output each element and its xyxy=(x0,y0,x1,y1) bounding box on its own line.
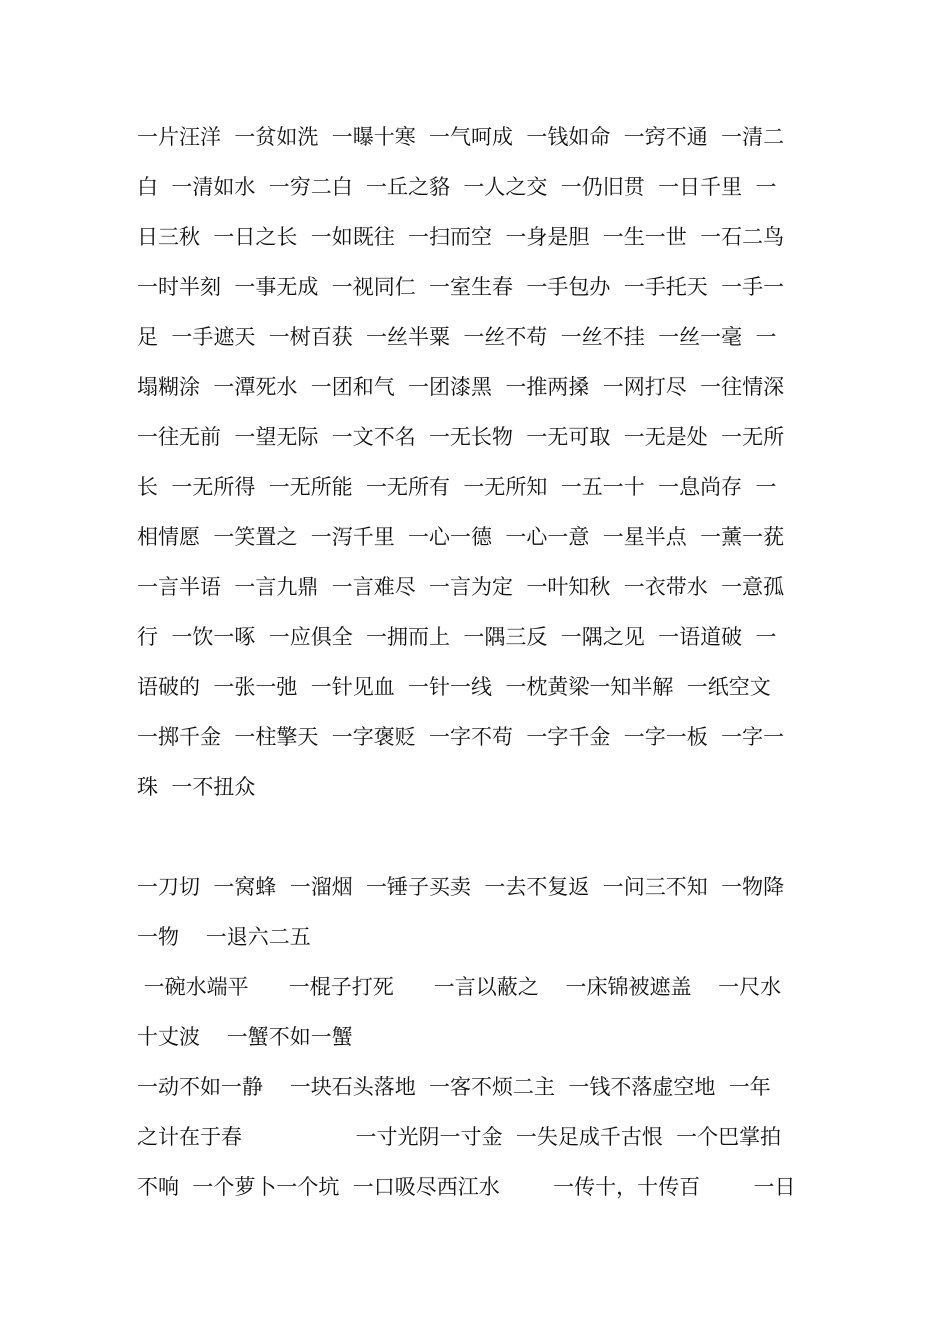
text-line: 一动不如一静 一块石头落地 一客不烦二主 一钱不落虚空地 一年 xyxy=(137,1075,771,1099)
text-line: 之计在于春 一寸光阴一寸金 一失足成千古恨 一个巴掌拍 xyxy=(137,1125,782,1149)
text-line: 一片汪洋 一贫如洗 一曝十寒 一气呵成 一钱如命 一窍不通 一清二 xyxy=(137,125,785,149)
text-line: 一物 一退六二五 xyxy=(137,925,311,949)
text-line: 一往无前 一望无际 一文不名 一无长物 一无可取 一无是处 一无所 xyxy=(137,425,785,449)
text-line: 长 一无所得 一无所能 一无所有 一无所知 一五一十 一息尚存 一 xyxy=(137,475,777,499)
text-line: 行 一饮一啄 一应俱全 一拥而上 一隅三反 一隅之见 一语道破 一 xyxy=(137,625,777,649)
document-page xyxy=(137,112,827,1212)
text-line: 十丈波 一蟹不如一蟹 xyxy=(137,1025,353,1049)
text-line: 塌糊涂 一潭死水 一团和气 一团漆黑 一推两搡 一网打尽 一往情深 xyxy=(137,375,785,399)
paragraph-gap xyxy=(137,812,827,862)
text-line: 相情愿 一笑置之 一泻千里 一心一德 一心一意 一星半点 一薰一莸 xyxy=(137,525,785,549)
text-line: 一碗水端平 一棍子打死 一言以蔽之 一床锦被遮盖 一尺水 xyxy=(137,975,782,999)
text-line: 不响 一个萝卜一个坑 一口吸尽西江水 一传十，十传百 一日 xyxy=(137,1175,796,1199)
idiom-paragraph-2 xyxy=(137,862,827,1212)
text-line: 白 一清如水 一穷二白 一丘之貉 一人之交 一仍旧贯 一日千里 一 xyxy=(137,175,777,199)
text-line: 一掷千金 一柱擎天 一字褒贬 一字不苟 一字千金 一字一板 一字一 xyxy=(137,725,785,749)
idiom-paragraph-1 xyxy=(137,112,827,812)
text-line: 一言半语 一言九鼎 一言难尽 一言为定 一叶知秋 一衣带水 一意孤 xyxy=(137,575,785,599)
text-line: 一刀切 一窝蜂 一溜烟 一锤子买卖 一去不复返 一问三不知 一物降 xyxy=(137,875,785,899)
text-line: 日三秋 一日之长 一如既往 一扫而空 一身是胆 一生一世 一石二鸟 xyxy=(137,225,785,249)
text-line: 珠 一不扭众 xyxy=(137,775,256,799)
text-line: 足 一手遮天 一树百获 一丝半粟 一丝不苟 一丝不挂 一丝一毫 一 xyxy=(137,325,777,349)
text-line: 一时半刻 一事无成 一视同仁 一室生春 一手包办 一手托天 一手一 xyxy=(137,275,785,299)
text-line: 语破的 一张一弛 一针见血 一针一线 一枕黄梁一知半解 一纸空文 xyxy=(137,675,771,699)
